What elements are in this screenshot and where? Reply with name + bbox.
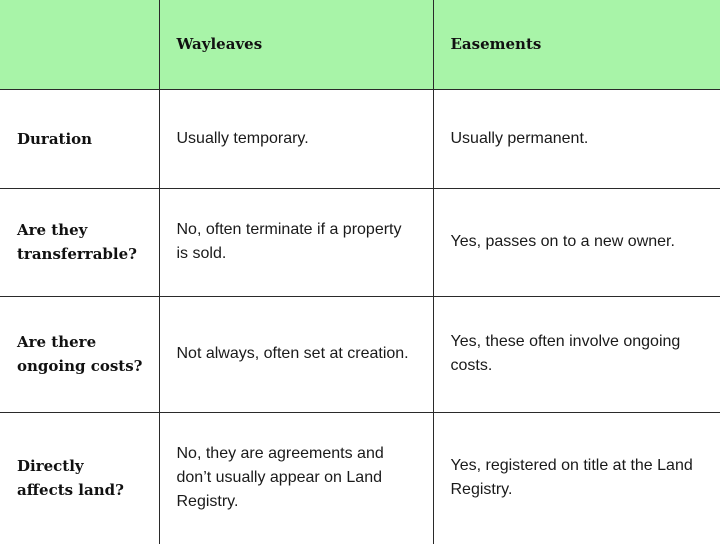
- header-wayleaves: Wayleaves: [159, 0, 433, 89]
- row-label-affects-land: Directly affects land?: [0, 412, 159, 544]
- row-label-ongoing-costs: Are there ongoing costs?: [0, 296, 159, 412]
- easements-cell: Yes, registered on title at the Land Registry.: [433, 412, 720, 544]
- table-row: [0, 89, 720, 188]
- table-row: [0, 296, 720, 412]
- header-empty-cell: [0, 0, 159, 89]
- wayleaves-cell: Usually temporary.: [159, 89, 433, 188]
- table-header: [0, 0, 720, 89]
- easements-cell: Usually permanent.: [433, 89, 720, 188]
- wayleaves-cell: Not always, often set at creation.: [159, 296, 433, 412]
- header-easements: Easements: [433, 0, 720, 89]
- wayleaves-cell: No, they are agreements and don’t usually appear on Land Registry.: [159, 412, 433, 544]
- table-row: [0, 188, 720, 296]
- easements-cell: Yes, passes on to a new owner.: [433, 188, 720, 296]
- wayleaves-cell: No, often terminate if a property is sold.: [159, 188, 433, 296]
- table-row: [0, 412, 720, 544]
- row-label-duration: Duration: [0, 89, 159, 188]
- table-body: [0, 89, 720, 544]
- header-row: [0, 0, 720, 89]
- easements-cell: Yes, these often involve ongoing costs.: [433, 296, 720, 412]
- row-label-transferrable: Are they transferrable?: [0, 188, 159, 296]
